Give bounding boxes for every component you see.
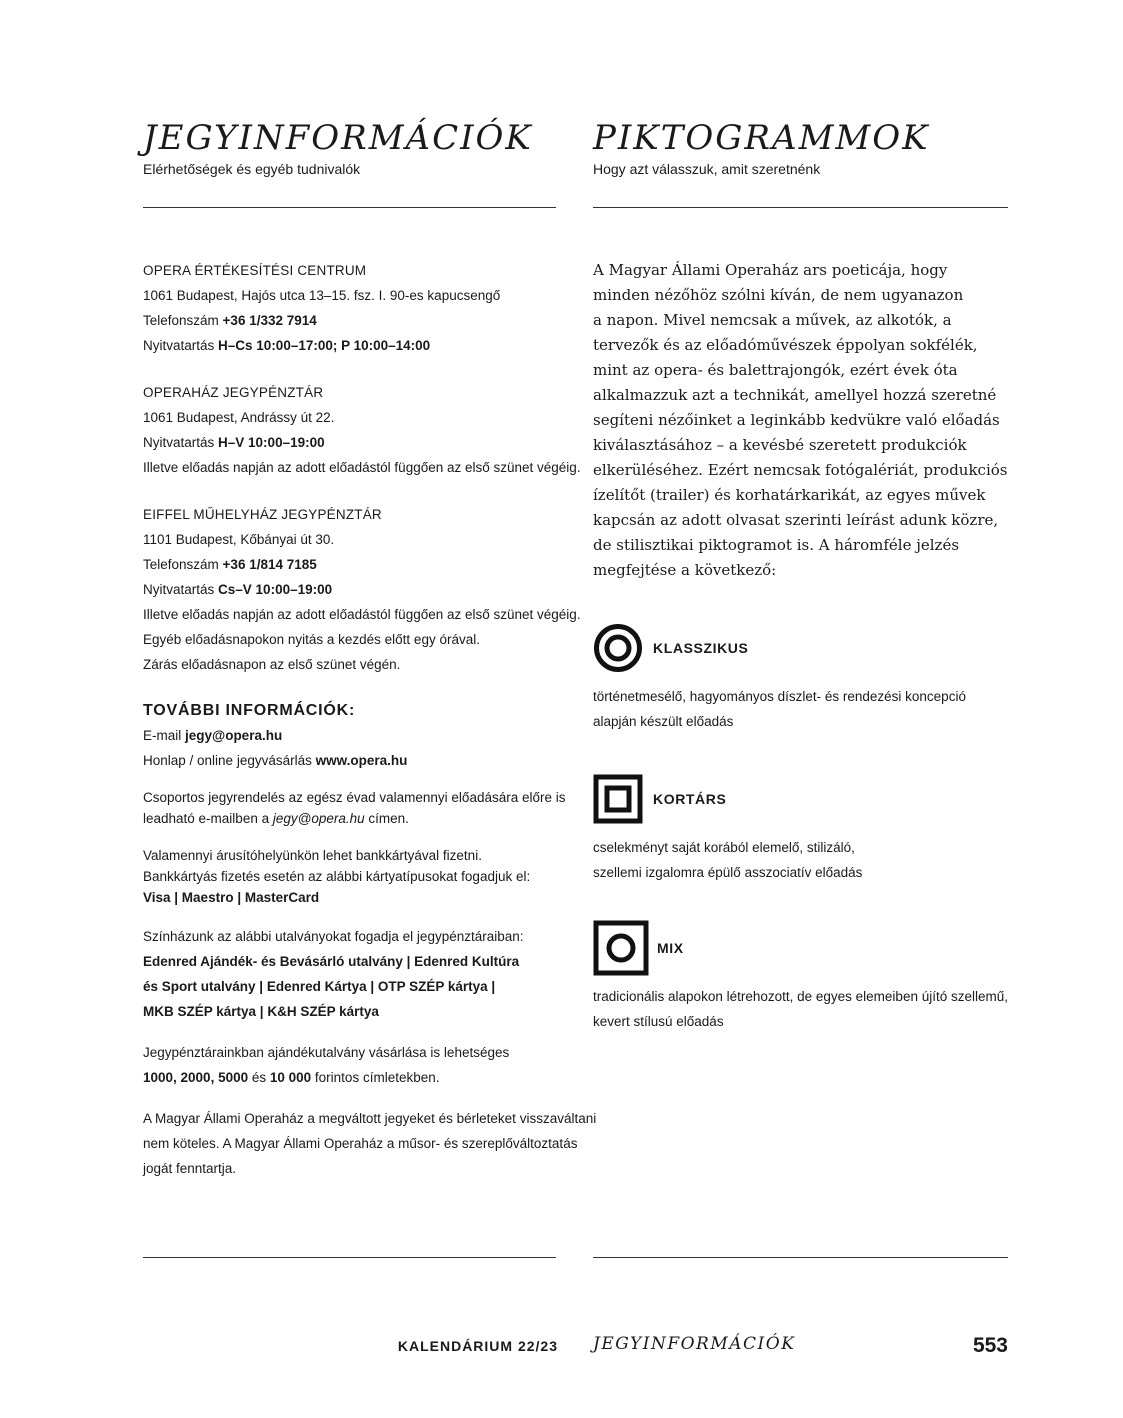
pictogram-description — [593, 684, 1008, 734]
group-order-1: Csoportos jegyrendelés az egész évad valamennyi előadására előre is — [143, 790, 566, 805]
card-types: Visa | Maestro | MasterCard — [143, 890, 320, 905]
operahaz-note: Illetve előadás napján az adott előadástól függően az első szünet végéig. — [143, 460, 581, 475]
page-title: JEGYINFORMÁCIÓK — [143, 118, 533, 158]
intro-line: elkerüléséhez. Ezért nemcsak fotógalériát, produkciós — [593, 461, 1008, 479]
legal-line-3: jogát fenntartja. — [143, 1161, 237, 1176]
operahaz-address: 1061 Budapest, Andrássy út 22. — [143, 410, 335, 425]
eiffel-address: 1101 Budapest, Kőbányai út 30. — [143, 532, 335, 547]
pictogram-mix — [593, 920, 1008, 1034]
intro-line: megfejtése a következő: — [593, 561, 777, 579]
intro-line: segíteni nézőinket a leginkább kedvükre való előadás — [593, 411, 1000, 429]
pictogram-header — [593, 920, 1008, 976]
card-line-1: Valamennyi árusítóhelyünkön lehet bankkártyával fizetni. — [143, 848, 482, 863]
gift-line-1: Jegypénztárainkban ajándékutalvány vásárlása is lehetséges — [143, 1045, 510, 1060]
centrum-address: 1061 Budapest, Hajós utca 13–15. fsz. I. 90-es kapucsengő — [143, 288, 501, 303]
description-line: alapján készült előadás — [593, 714, 734, 729]
centrum-name: OPERA ÉRTÉKESÍTÉSI CENTRUM — [143, 263, 367, 278]
group-order-text: leadható e-mailben a — [143, 811, 273, 826]
description-line: tradicionális alapokon létrehozott, de egyes elemeiben újító szellemű, — [593, 989, 1008, 1004]
hours-label: Nyitvatartás — [143, 582, 219, 597]
card-block — [143, 845, 556, 908]
description-line: történetmesélő, hagyományos díszlet- és rendezési koncepció — [593, 689, 966, 704]
hours-label: Nyitvatartás — [143, 338, 219, 353]
eiffel-phone[interactable]: +36 1/814 7185 — [222, 557, 317, 572]
voucher-block — [143, 924, 556, 1024]
footer-kalendarium: KALENDÁRIUM 22/23 — [397, 1338, 558, 1354]
centrum-block — [143, 258, 556, 358]
eiffel-name: EIFFEL MŰHELYHÁZ JEGYPÉNZTÁR — [143, 507, 382, 522]
legal-block — [143, 1106, 597, 1181]
divider-bottom — [143, 1257, 556, 1258]
ticket-info — [143, 258, 597, 1203]
intro-line: alkalmazzuk azt a technikát, amellyel hozzá szeretné — [593, 386, 997, 404]
gift-block — [143, 1040, 556, 1090]
email-label: E-mail — [143, 728, 186, 743]
voucher-line-2: és Sport utalvány | Edenred Kártya | OTP SZÉP kártya | — [143, 979, 496, 994]
hours-label: Nyitvatartás — [143, 435, 219, 450]
legal-line-2: nem köteles. A Magyar Állami Operaház a műsor- és szereplőváltoztatás — [143, 1136, 578, 1151]
gift-line-2 — [143, 1065, 556, 1090]
page-footer — [0, 1334, 1123, 1360]
email-line — [143, 723, 556, 748]
centrum-hours-line — [143, 333, 556, 358]
intro-line: de stilisztikai piktogramot is. A háromféle jelzés — [593, 536, 960, 554]
intro-line: ízelítőt (trailer) és korhatárkarikát, az egyes művek — [593, 486, 986, 504]
centrum-phone-line — [143, 308, 556, 333]
divider-top — [143, 207, 556, 208]
voucher-line-3: MKB SZÉP kártya | K&H SZÉP kártya — [143, 1004, 379, 1019]
pictogram-description — [593, 984, 1008, 1034]
card-line-2: Bankkártyás fizetés esetén az alábbi kártyatípusokat fogadjuk el: — [143, 869, 531, 884]
phone-label: Telefonszám — [143, 557, 223, 572]
operahaz-name: OPERAHÁZ JEGYPÉNZTÁR — [143, 385, 324, 400]
section-title: PIKTOGRAMMOK — [593, 118, 930, 158]
klasszikus-icon — [593, 620, 645, 676]
intro-paragraph — [593, 258, 1008, 583]
centrum-phone[interactable]: +36 1/332 7914 — [222, 313, 317, 328]
more-info-title: TOVÁBBI INFORMÁCIÓK: — [143, 702, 356, 719]
web-line — [143, 748, 556, 773]
page-subtitle: Elérhetőségek és egyéb tudnivalók — [143, 161, 361, 177]
intro-line: a napon. Mivel nemcsak a művek, az alkotók, a — [593, 311, 952, 329]
description-line: kevert stílusú előadás — [593, 1014, 724, 1029]
gift-and: és — [248, 1070, 270, 1085]
gift-suffix: forintos címletekben. — [311, 1070, 440, 1085]
intro-line: A Magyar Állami Operaház ars poeticája, hogy — [593, 261, 948, 279]
group-order-email[interactable]: jegy@opera.hu — [272, 811, 365, 826]
kortars-icon — [593, 771, 645, 827]
intro-line: minden nézőhöz szólni kíván, de nem ugyanazon — [593, 286, 964, 304]
eiffel-hours: Cs–V 10:00–19:00 — [218, 582, 333, 597]
operahaz-block — [143, 380, 581, 480]
pictogram-kortars — [593, 771, 1008, 885]
divider-top — [593, 207, 1008, 208]
legal-line-1: A Magyar Állami Operaház a megváltott jegyeket és bérleteket visszaváltani — [143, 1111, 597, 1126]
group-order-end: címen. — [364, 811, 409, 826]
footer-section: JEGYINFORMÁCIÓK — [593, 1334, 796, 1354]
gift-amount-max: 10 000 — [269, 1070, 312, 1085]
eiffel-note-1: Illetve előadás napján az adott előadástól függően az első szünet végéig. — [143, 607, 581, 622]
divider-bottom — [593, 1257, 1008, 1258]
phone-label: Telefonszám — [143, 313, 223, 328]
centrum-hours: H–Cs 10:00–17:00; P 10:00–14:00 — [218, 338, 431, 353]
web-label: Honlap / online jegyvásárlás — [143, 753, 316, 768]
eiffel-note-2: Egyéb előadásnapokon nyitás a kezdés előtt egy órával. — [143, 632, 480, 647]
pictogram-header — [593, 771, 1008, 827]
group-order-block — [143, 787, 566, 829]
mix-icon — [593, 920, 649, 976]
group-order-2 — [143, 808, 556, 829]
eiffel-note-3: Zárás előadásnapon az első szünet végén. — [143, 657, 401, 672]
intro-line: mint az opera- és balettrajongók, ezért évek óta — [593, 361, 958, 379]
description-line: szellemi izgalomra épülő asszociatív előadás — [593, 865, 863, 880]
email-link[interactable]: jegy@opera.hu — [185, 728, 283, 743]
pictogram-header — [593, 620, 1008, 676]
pictogram-label: KLASSZIKUS — [653, 640, 749, 656]
pictogram-description — [593, 835, 1008, 885]
eiffel-block — [143, 502, 581, 677]
more-info-block — [143, 699, 556, 773]
section-subtitle: Hogy azt válasszuk, amit szeretnénk — [593, 161, 821, 177]
eiffel-hours-line — [143, 577, 556, 602]
voucher-intro: Színházunk az alábbi utalványokat fogadja el jegypénztáraiban: — [143, 929, 524, 944]
eiffel-phone-line — [143, 552, 556, 577]
gift-amounts: 1000, 2000, 5000 — [143, 1070, 249, 1085]
page-number: 553 — [972, 1334, 1008, 1357]
operahaz-hours: H–V 10:00–19:00 — [218, 435, 325, 450]
web-link[interactable]: www.opera.hu — [315, 753, 408, 768]
pictogram-label: MIX — [657, 940, 684, 956]
operahaz-hours-line — [143, 430, 556, 455]
intro-line: tervezők és az előadóművészek éppolyan sokfélék, — [593, 336, 978, 354]
voucher-line-1: Edenred Ajándék- és Bevásárló utalvány | Edenred Kultúra — [143, 954, 520, 969]
pictogram-klasszikus — [593, 620, 1008, 734]
intro-line: kapcsán az adott olvasat szerinti leírást adunk közre, — [593, 511, 999, 529]
pictogram-label: KORTÁRS — [653, 791, 727, 807]
intro-line: kiválasztásához – a kevésbé szeretett produkciók — [593, 436, 967, 454]
description-line: cselekményt saját korából elemelő, stilizáló, — [593, 840, 855, 855]
